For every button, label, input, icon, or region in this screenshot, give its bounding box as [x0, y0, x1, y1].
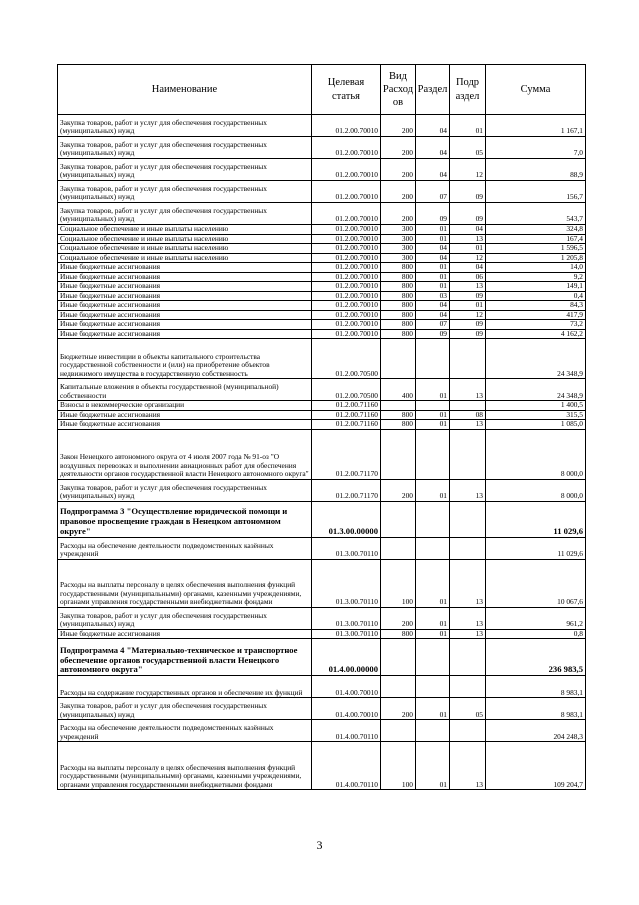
row-section: 01: [416, 282, 450, 292]
row-subsection: 13: [450, 379, 486, 401]
row-section: 01: [416, 742, 450, 790]
row-section: 07: [416, 181, 450, 203]
row-subsection: 01: [450, 244, 486, 254]
row-subsection: 01: [450, 301, 486, 311]
row-section: 04: [416, 159, 450, 181]
row-target-article: 01.4.00.70010: [312, 698, 381, 720]
row-subsection: 13: [450, 420, 486, 430]
row-subsection: 13: [450, 282, 486, 292]
row-section: 01: [416, 379, 450, 401]
row-expense-type: 200: [381, 115, 416, 137]
table-row: [58, 301, 586, 311]
table-row: [58, 676, 586, 698]
row-subsection: [450, 537, 486, 559]
header-subsection: Подр аздел: [450, 65, 486, 115]
row-target-article: 01.3.00.00000: [312, 501, 381, 537]
row-section: 01: [416, 607, 450, 629]
row-subsection: 04: [450, 225, 486, 235]
row-target-article: 01.2.00.71170: [312, 429, 381, 479]
row-subsection: 13: [450, 559, 486, 607]
row-expense-type: 200: [381, 203, 416, 225]
row-target-article: 01.2.00.70010: [312, 234, 381, 244]
row-sum: 8 000,0: [486, 429, 586, 479]
row-subsection: 05: [450, 698, 486, 720]
row-target-article: 01.2.00.70500: [312, 379, 381, 401]
row-sum: 1 400,5: [486, 401, 586, 411]
row-expense-type: [381, 501, 416, 537]
row-target-article: 01.2.00.70010: [312, 115, 381, 137]
row-name: Расходы на выплаты персоналу в целях обеспечения выполнения функций государственными (муниципальными) органами, казенными учреждениями, органами управления государственными внебюджетными фондами: [58, 742, 312, 790]
row-section: 01: [416, 629, 450, 639]
row-subsection: 12: [450, 159, 486, 181]
table-row: [58, 479, 586, 501]
row-expense-type: 200: [381, 698, 416, 720]
row-target-article: 01.2.00.70010: [312, 137, 381, 159]
row-section: 04: [416, 244, 450, 254]
row-subsection: 04: [450, 263, 486, 273]
row-sum: 167,4: [486, 234, 586, 244]
row-sum: 24 348,9: [486, 379, 586, 401]
row-name: Иные бюджетные ассигнования: [58, 329, 312, 339]
row-expense-type: 200: [381, 137, 416, 159]
row-sum: 236 983,5: [486, 639, 586, 676]
row-sum: 10 067,6: [486, 559, 586, 607]
row-target-article: 01.4.00.70010: [312, 676, 381, 698]
row-subsection: 13: [450, 742, 486, 790]
row-subsection: 13: [450, 479, 486, 501]
row-name: Иные бюджетные ассигнования: [58, 310, 312, 320]
budget-table: [57, 64, 586, 790]
row-name: Закупка товаров, работ и услуг для обеспечения государственных (муниципальных) нужд: [58, 159, 312, 181]
row-sum: 0,8: [486, 629, 586, 639]
row-sum: 73,2: [486, 320, 586, 330]
row-sum: 24 348,9: [486, 339, 586, 379]
row-subsection: [450, 639, 486, 676]
row-name: Иные бюджетные ассигнования: [58, 282, 312, 292]
row-subsection: 09: [450, 320, 486, 330]
header-name: Наименование: [58, 65, 312, 115]
row-subsection: 06: [450, 272, 486, 282]
row-target-article: 01.2.00.70010: [312, 272, 381, 282]
table-row: [58, 629, 586, 639]
table-row: [58, 537, 586, 559]
row-section: [416, 401, 450, 411]
table-row: [58, 559, 586, 607]
header-sum: Сумма: [486, 65, 586, 115]
row-section: 01: [416, 234, 450, 244]
table-row: [58, 282, 586, 292]
row-target-article: 01.2.00.70010: [312, 282, 381, 292]
row-expense-type: 200: [381, 479, 416, 501]
row-subsection: 13: [450, 234, 486, 244]
row-expense-type: [381, 720, 416, 742]
row-sum: 315,5: [486, 410, 586, 420]
row-name: Социальное обеспечение и иные выплаты населению: [58, 253, 312, 263]
row-name: Закупка товаров, работ и услуг для обеспечения государственных (муниципальных) нужд: [58, 607, 312, 629]
row-sum: 8 983,1: [486, 676, 586, 698]
row-expense-type: 800: [381, 629, 416, 639]
row-section: 04: [416, 253, 450, 263]
header-section: Раздел: [416, 65, 450, 115]
row-section: [416, 676, 450, 698]
row-target-article: 01.2.00.70010: [312, 291, 381, 301]
row-name: Социальное обеспечение и иные выплаты населению: [58, 244, 312, 254]
row-expense-type: [381, 639, 416, 676]
row-name: Закон Ненецкого автономного округа от 4 июля 2007 года № 91-оз "О воздушных перевозках и выполнении авиационных работ для обеспечения деятельности органов государственной власти Ненецкого автономного округа": [58, 429, 312, 479]
row-name: Расходы на обеспечение деятельности подведомственных казённых учреждений: [58, 537, 312, 559]
row-target-article: 01.2.00.70010: [312, 329, 381, 339]
table-row: [58, 698, 586, 720]
row-target-article: 01.3.00.70110: [312, 607, 381, 629]
row-name: Иные бюджетные ассигнования: [58, 301, 312, 311]
table-row: [58, 639, 586, 676]
row-expense-type: 300: [381, 225, 416, 235]
row-subsection: 01: [450, 115, 486, 137]
row-target-article: 01.3.00.70110: [312, 559, 381, 607]
row-subsection: [450, 501, 486, 537]
row-target-article: 01.2.00.71160: [312, 420, 381, 430]
row-sum: 543,7: [486, 203, 586, 225]
row-expense-type: 100: [381, 559, 416, 607]
row-expense-type: [381, 429, 416, 479]
row-sum: 149,1: [486, 282, 586, 292]
row-subsection: 09: [450, 203, 486, 225]
row-section: 04: [416, 310, 450, 320]
table-row: [58, 244, 586, 254]
row-sum: 1 205,8: [486, 253, 586, 263]
row-target-article: 01.2.00.71160: [312, 410, 381, 420]
row-section: [416, 720, 450, 742]
row-expense-type: 800: [381, 329, 416, 339]
row-subsection: 09: [450, 181, 486, 203]
table-row: [58, 329, 586, 339]
row-target-article: 01.2.00.70010: [312, 159, 381, 181]
row-expense-type: 800: [381, 282, 416, 292]
row-expense-type: 200: [381, 181, 416, 203]
table-row: [58, 137, 586, 159]
table-row: [58, 263, 586, 273]
row-name: Иные бюджетные ассигнования: [58, 410, 312, 420]
row-section: 01: [416, 559, 450, 607]
row-section: 01: [416, 272, 450, 282]
row-subsection: [450, 720, 486, 742]
row-target-article: 01.4.00.70110: [312, 720, 381, 742]
row-expense-type: [381, 537, 416, 559]
row-name: Иные бюджетные ассигнования: [58, 629, 312, 639]
row-target-article: 01.3.00.70110: [312, 629, 381, 639]
table-row: [58, 429, 586, 479]
row-expense-type: 300: [381, 234, 416, 244]
table-row: [58, 115, 586, 137]
row-name: Закупка товаров, работ и услуг для обеспечения государственных (муниципальных) нужд: [58, 203, 312, 225]
row-expense-type: 800: [381, 301, 416, 311]
row-target-article: 01.4.00.00000: [312, 639, 381, 676]
table-row: [58, 720, 586, 742]
row-expense-type: 200: [381, 159, 416, 181]
row-target-article: 01.2.00.70010: [312, 253, 381, 263]
row-section: 01: [416, 263, 450, 273]
row-section: 04: [416, 301, 450, 311]
row-sum: 88,9: [486, 159, 586, 181]
row-name: Расходы на выплаты персоналу в целях обеспечения выполнения функций государственными (муниципальными) органами, казенными учреждениями, органами управления государственными внебюджетными фондами: [58, 559, 312, 607]
row-name: Закупка товаров, работ и услуг для обеспечения государственных (муниципальных) нужд: [58, 479, 312, 501]
row-sum: 7,0: [486, 137, 586, 159]
row-target-article: 01.3.00.70110: [312, 537, 381, 559]
row-sum: 14,0: [486, 263, 586, 273]
row-name: Социальное обеспечение и иные выплаты населению: [58, 225, 312, 235]
row-target-article: 01.2.00.70010: [312, 181, 381, 203]
row-subsection: 13: [450, 607, 486, 629]
row-name: Закупка товаров, работ и услуг для обеспечения государственных (муниципальных) нужд: [58, 181, 312, 203]
row-section: [416, 501, 450, 537]
row-name: Социальное обеспечение и иные выплаты населению: [58, 234, 312, 244]
table-row: [58, 181, 586, 203]
row-subsection: 09: [450, 329, 486, 339]
row-name: Закупка товаров, работ и услуг для обеспечения государственных (муниципальных) нужд: [58, 137, 312, 159]
row-name: Иные бюджетные ассигнования: [58, 263, 312, 273]
table-row: [58, 742, 586, 790]
row-sum: 84,3: [486, 301, 586, 311]
row-expense-type: [381, 339, 416, 379]
row-expense-type: 800: [381, 291, 416, 301]
row-sum: 961,2: [486, 607, 586, 629]
row-section: 01: [416, 420, 450, 430]
row-subsection: 13: [450, 629, 486, 639]
row-target-article: 01.2.00.70010: [312, 310, 381, 320]
row-sum: 8 000,0: [486, 479, 586, 501]
row-name: Подпрограмма 3 "Осуществление юридической помощи и правовое просвещение граждан в Ненецком автономном округе": [58, 501, 312, 537]
row-sum: 417,9: [486, 310, 586, 320]
row-section: 01: [416, 698, 450, 720]
row-subsection: [450, 429, 486, 479]
row-expense-type: 800: [381, 410, 416, 420]
row-name: Расходы на обеспечение деятельности подведомственных казённых учреждений: [58, 720, 312, 742]
row-sum: 4 162,2: [486, 329, 586, 339]
row-name: Подпрограмма 4 "Материально-техническое и транспортное обеспечение органов государственной власти Ненецкого автономного округа": [58, 639, 312, 676]
row-name: Взносы в некоммерческие организации: [58, 401, 312, 411]
table-row: [58, 410, 586, 420]
row-expense-type: 300: [381, 253, 416, 263]
row-subsection: 08: [450, 410, 486, 420]
row-expense-type: [381, 676, 416, 698]
row-section: [416, 429, 450, 479]
row-section: 09: [416, 329, 450, 339]
table-row: [58, 420, 586, 430]
row-sum: 11 029,6: [486, 501, 586, 537]
table-row: [58, 501, 586, 537]
row-expense-type: 800: [381, 320, 416, 330]
row-target-article: 01.2.00.70010: [312, 244, 381, 254]
table-row: [58, 320, 586, 330]
row-sum: 324,8: [486, 225, 586, 235]
row-section: [416, 339, 450, 379]
row-section: 09: [416, 203, 450, 225]
row-subsection: [450, 676, 486, 698]
row-name: Иные бюджетные ассигнования: [58, 320, 312, 330]
table-row: [58, 234, 586, 244]
row-section: [416, 639, 450, 676]
row-target-article: 01.2.00.71160: [312, 401, 381, 411]
row-section: 03: [416, 291, 450, 301]
row-sum: 11 029,6: [486, 537, 586, 559]
row-sum: 8 983,1: [486, 698, 586, 720]
row-name: Иные бюджетные ассигнования: [58, 272, 312, 282]
table-row: [58, 339, 586, 379]
row-target-article: 01.2.00.71170: [312, 479, 381, 501]
table-row: [58, 159, 586, 181]
row-expense-type: 200: [381, 607, 416, 629]
row-subsection: 12: [450, 253, 486, 263]
row-expense-type: 400: [381, 379, 416, 401]
row-name: Капитальные вложения в объекты государственной (муниципальной) собственности: [58, 379, 312, 401]
row-expense-type: 800: [381, 420, 416, 430]
row-target-article: 01.2.00.70010: [312, 320, 381, 330]
row-sum: 0,4: [486, 291, 586, 301]
row-section: 01: [416, 225, 450, 235]
row-subsection: 12: [450, 310, 486, 320]
table-row: [58, 401, 586, 411]
row-name: Иные бюджетные ассигнования: [58, 291, 312, 301]
table-row: [58, 272, 586, 282]
header-expense-type: Вид Расход ов: [381, 65, 416, 115]
row-section: 01: [416, 479, 450, 501]
row-target-article: 01.2.00.70500: [312, 339, 381, 379]
table-row: [58, 253, 586, 263]
table-row: [58, 379, 586, 401]
row-name: Иные бюджетные ассигнования: [58, 420, 312, 430]
row-expense-type: [381, 401, 416, 411]
row-subsection: 05: [450, 137, 486, 159]
row-target-article: 01.2.00.70010: [312, 203, 381, 225]
row-name: Расходы на содержание государственных органов и обеспечение их функций: [58, 676, 312, 698]
row-sum: 156,7: [486, 181, 586, 203]
table-row: [58, 310, 586, 320]
row-sum: 1 167,1: [486, 115, 586, 137]
row-section: [416, 537, 450, 559]
row-name: Закупка товаров, работ и услуг для обеспечения государственных (муниципальных) нужд: [58, 698, 312, 720]
table-row: [58, 225, 586, 235]
row-section: 01: [416, 410, 450, 420]
row-section: 04: [416, 115, 450, 137]
row-expense-type: 800: [381, 263, 416, 273]
row-sum: 1 085,0: [486, 420, 586, 430]
row-subsection: [450, 401, 486, 411]
page-number: 3: [316, 838, 323, 852]
row-sum: 1 596,5: [486, 244, 586, 254]
row-subsection: 09: [450, 291, 486, 301]
row-sum: 109 204,7: [486, 742, 586, 790]
header-target-article: Целевая статья: [312, 65, 381, 115]
row-target-article: 01.2.00.70010: [312, 301, 381, 311]
row-expense-type: 100: [381, 742, 416, 790]
row-target-article: 01.2.00.70010: [312, 225, 381, 235]
row-expense-type: 800: [381, 310, 416, 320]
row-expense-type: 300: [381, 244, 416, 254]
row-target-article: 01.2.00.70010: [312, 263, 381, 273]
header-row: [58, 65, 586, 115]
row-sum: 204 248,3: [486, 720, 586, 742]
row-section: 04: [416, 137, 450, 159]
table-row: [58, 291, 586, 301]
row-subsection: [450, 339, 486, 379]
row-section: 07: [416, 320, 450, 330]
row-expense-type: 800: [381, 272, 416, 282]
row-target-article: 01.4.00.70110: [312, 742, 381, 790]
table-row: [58, 203, 586, 225]
table-row: [58, 607, 586, 629]
row-sum: 9,2: [486, 272, 586, 282]
row-name: Закупка товаров, работ и услуг для обеспечения государственных (муниципальных) нужд: [58, 115, 312, 137]
row-name: Бюджетные инвестиции в объекты капитального строительства государственной собственности и (или) на приобретение объектов недвижимого имущества в государственную собственность: [58, 339, 312, 379]
